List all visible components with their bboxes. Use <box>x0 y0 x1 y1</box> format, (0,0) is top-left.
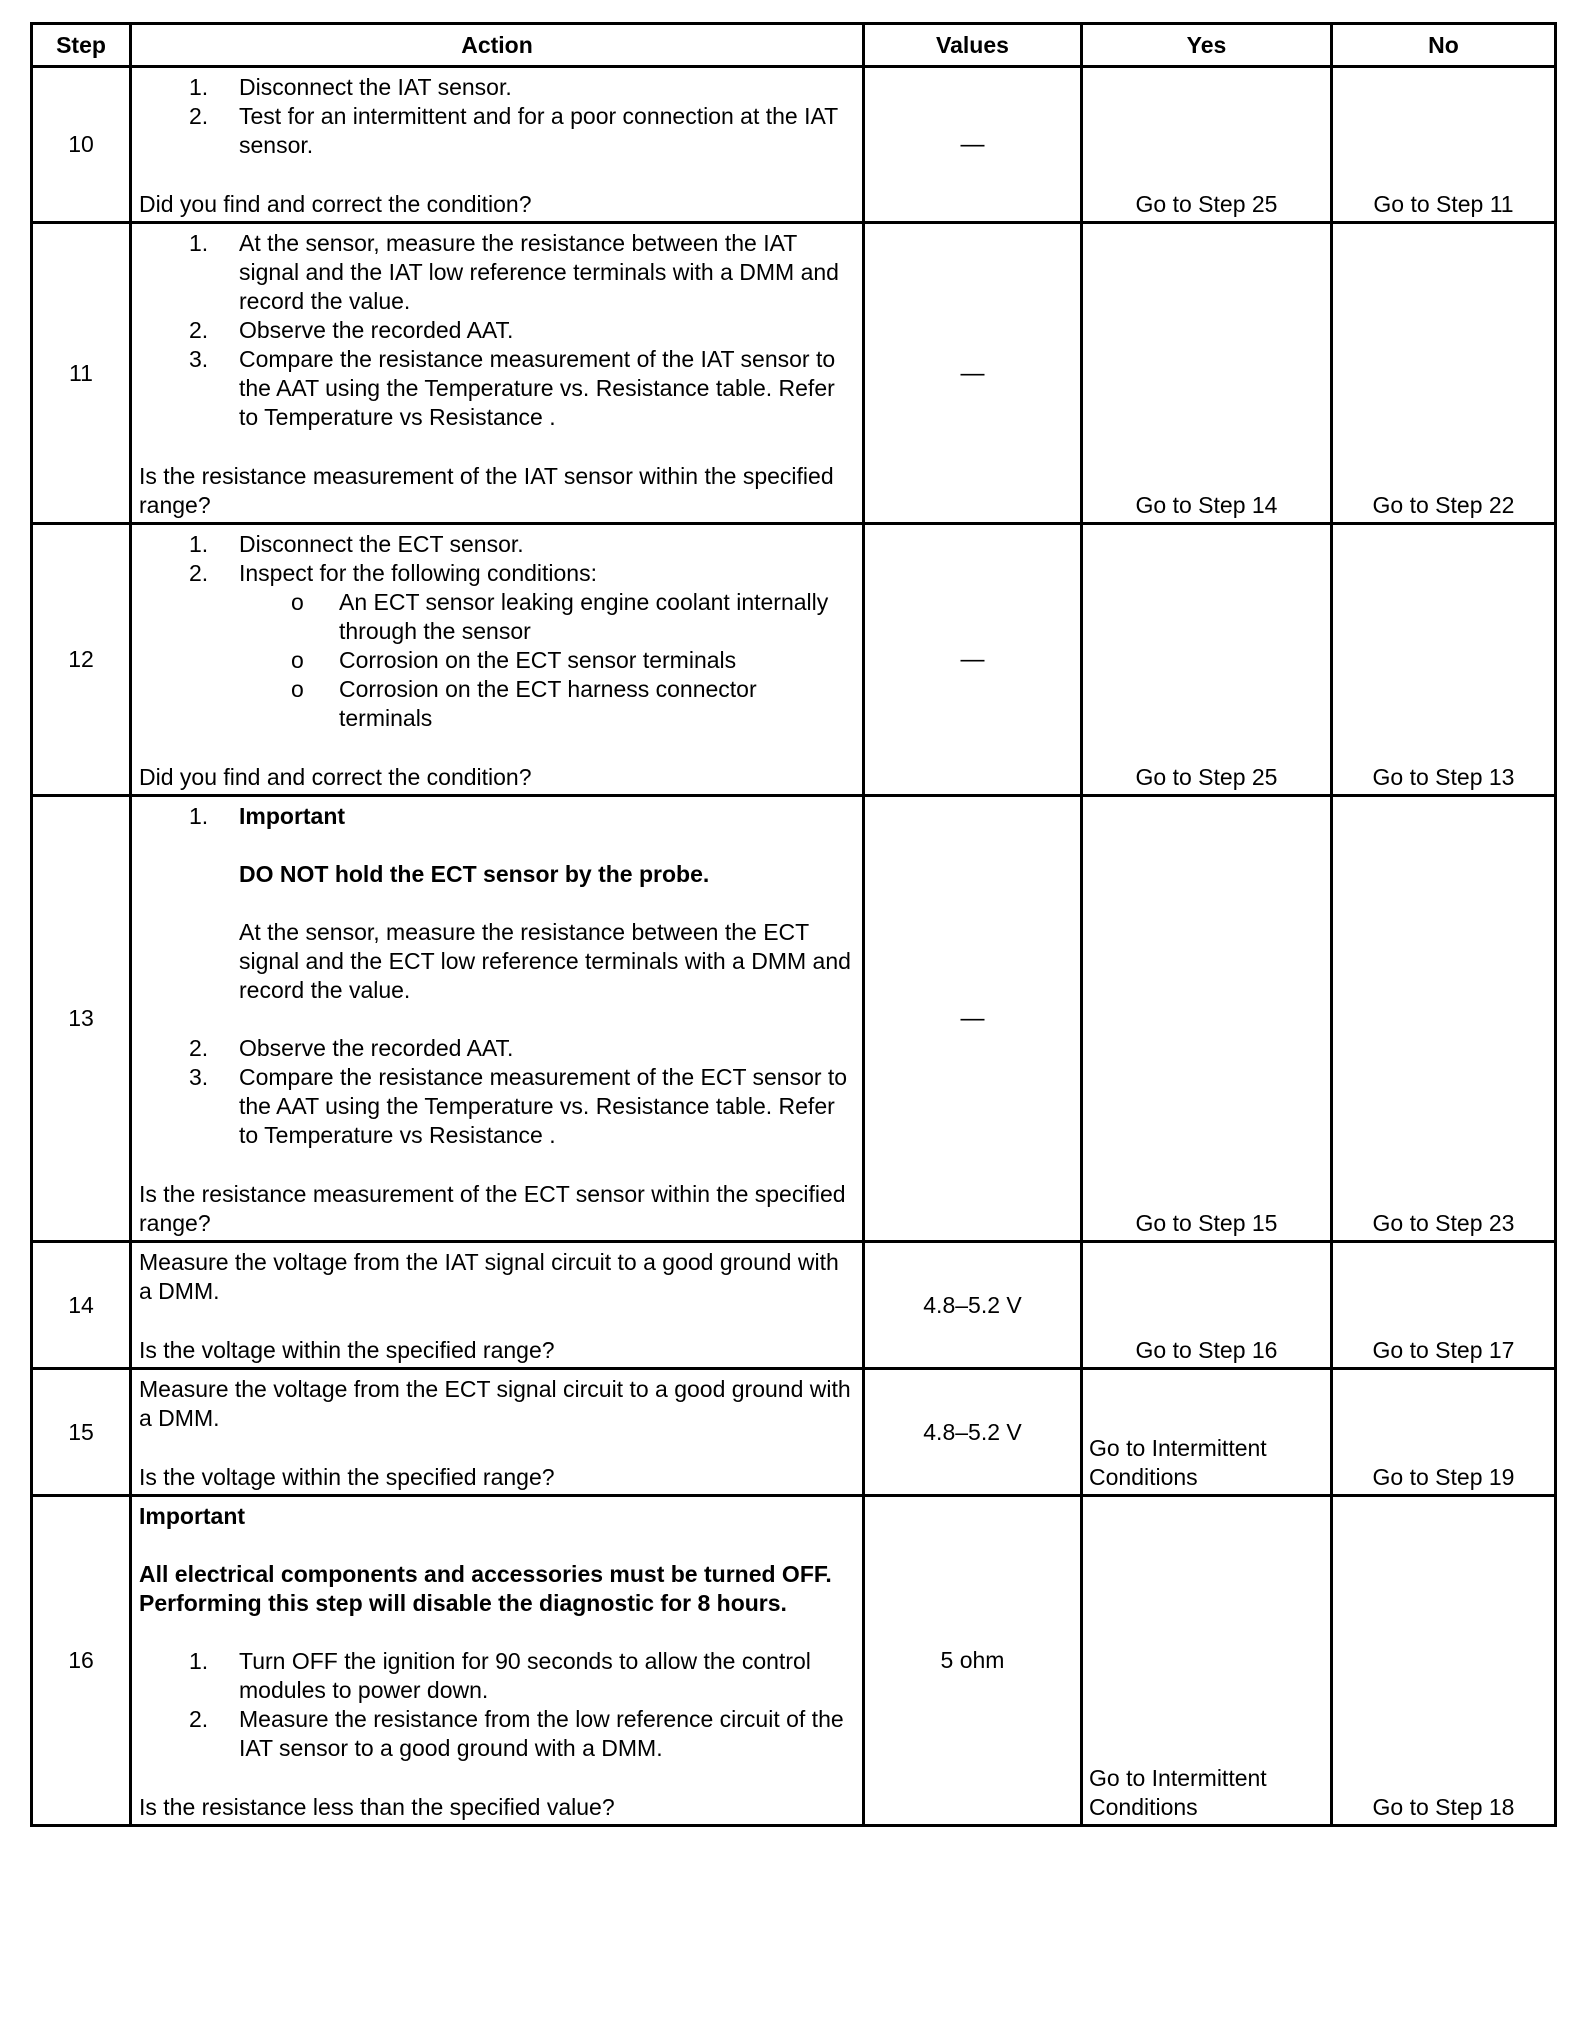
action-question: Is the voltage within the specified range? <box>139 1464 555 1490</box>
action-cell <box>131 1496 864 1826</box>
list-item: 2. Observe the recorded AAT. <box>189 1035 514 1061</box>
important-text: DO NOT hold the ECT sensor by the probe. <box>239 861 710 887</box>
condition-list <box>239 588 854 733</box>
list-item: 2. Test for an intermittent and for a poor connection at the IAT sensor. <box>189 103 838 158</box>
step-number: 15 <box>32 1369 131 1496</box>
yes-cell: Go to Intermittent Conditions <box>1082 1496 1332 1826</box>
table-row <box>32 1242 1556 1369</box>
no-cell: Go to Step 19 <box>1332 1369 1556 1496</box>
header-values: Values <box>864 24 1082 67</box>
action-text: Measure the voltage from the IAT signal circuit to a good ground with a DMM. <box>139 1249 839 1304</box>
action-cell <box>131 1242 864 1369</box>
table-row <box>32 1496 1556 1826</box>
header-yes: Yes <box>1082 24 1332 67</box>
action-question: Did you find and correct the condition? <box>139 764 532 790</box>
header-row <box>32 24 1556 67</box>
action-text: Measure the voltage from the ECT signal circuit to a good ground with a DMM. <box>139 1376 851 1431</box>
action-list <box>139 73 854 160</box>
list-item: o An ECT sensor leaking engine coolant internally through the sensor <box>291 589 829 644</box>
list-item: 2. Measure the resistance from the low reference circuit of the IAT sensor to a good ground with a DMM. <box>189 1706 844 1761</box>
important-label: Important <box>239 803 346 829</box>
no-cell: Go to Step 13 <box>1332 524 1556 796</box>
table-row <box>32 796 1556 1242</box>
values-cell: 5 ohm <box>864 1496 1082 1826</box>
values-cell: — <box>864 524 1082 796</box>
yes-cell: Go to Step 14 <box>1082 223 1332 524</box>
step-number: 10 <box>32 67 131 223</box>
yes-cell: Go to Intermittent Conditions <box>1082 1369 1332 1496</box>
list-item: 2. Observe the recorded AAT. <box>189 317 514 343</box>
list-item: 1. Turn OFF the ignition for 90 seconds to allow the control modules to power down. <box>189 1648 811 1703</box>
list-item: 1. Disconnect the ECT sensor. <box>189 531 524 557</box>
yes-cell: Go to Step 15 <box>1082 796 1332 1242</box>
list-item: 3. Compare the resistance measurement of the IAT sensor to the AAT using the Temperature vs. Resistance table. Refer to Temperature vs Resistance . <box>189 346 836 430</box>
action-question: Is the resistance less than the specified value? <box>139 1794 615 1820</box>
no-cell: Go to Step 23 <box>1332 796 1556 1242</box>
header-no: No <box>1332 24 1556 67</box>
action-list <box>139 229 854 432</box>
important-label: Important <box>139 1503 246 1529</box>
step-number: 13 <box>32 796 131 1242</box>
no-cell: Go to Step 11 <box>1332 67 1556 223</box>
table-row <box>32 223 1556 524</box>
step-number: 14 <box>32 1242 131 1369</box>
list-item: 2. Inspect for the following conditions: o An ECT sensor leaking engine coolant internally through the sensor o Corrosion on the ECT sensor terminals o Corrosion on the ECT harness connector terminals <box>139 559 854 733</box>
table-row <box>32 524 1556 796</box>
action-cell <box>131 223 864 524</box>
no-cell: Go to Step 17 <box>1332 1242 1556 1369</box>
action-question: Did you find and correct the condition? <box>139 191 532 217</box>
no-cell: Go to Step 18 <box>1332 1496 1556 1826</box>
table-row <box>32 67 1556 223</box>
yes-cell: Go to Step 16 <box>1082 1242 1332 1369</box>
diagnostic-table <box>30 22 1557 1827</box>
action-cell <box>131 796 864 1242</box>
action-list <box>139 802 854 1150</box>
values-cell: — <box>864 796 1082 1242</box>
list-item: o Corrosion on the ECT sensor terminals <box>291 647 737 673</box>
action-question: Is the resistance measurement of the ECT sensor within the specified range? <box>139 1181 846 1236</box>
values-cell: 4.8–5.2 V <box>864 1369 1082 1496</box>
list-item: 1. Disconnect the IAT sensor. <box>189 74 512 100</box>
yes-cell: Go to Step 25 <box>1082 524 1332 796</box>
step-number: 16 <box>32 1496 131 1826</box>
action-question: Is the resistance measurement of the IAT sensor within the specified range? <box>139 463 834 518</box>
list-item: 1. Important DO NOT hold the ECT sensor by the probe. At the sensor, measure the resistance between the ECT signal and the ECT low reference terminals with a DMM and record the value. <box>139 802 854 1034</box>
action-list <box>139 1647 854 1763</box>
table-row <box>32 1369 1556 1496</box>
action-question: Is the voltage within the specified range? <box>139 1337 555 1363</box>
list-item: 1. At the sensor, measure the resistance between the IAT signal and the IAT low reference terminals with a DMM and record the value. <box>189 230 839 314</box>
action-list <box>139 530 854 733</box>
step-number: 11 <box>32 223 131 524</box>
important-text: All electrical components and accessories must be turned OFF. Performing this step will disable the diagnostic for 8 hours. <box>139 1561 832 1616</box>
no-cell: Go to Step 22 <box>1332 223 1556 524</box>
values-cell: — <box>864 223 1082 524</box>
values-cell: — <box>864 67 1082 223</box>
step-number: 12 <box>32 524 131 796</box>
header-step: Step <box>32 24 131 67</box>
values-cell: 4.8–5.2 V <box>864 1242 1082 1369</box>
yes-cell: Go to Step 25 <box>1082 67 1332 223</box>
action-cell <box>131 524 864 796</box>
action-cell <box>131 1369 864 1496</box>
action-cell <box>131 67 864 223</box>
header-action: Action <box>131 24 864 67</box>
list-item: 3. Compare the resistance measurement of the ECT sensor to the AAT using the Temperature vs. Resistance table. Refer to Temperature vs Resistance . <box>189 1064 848 1148</box>
list-item: o Corrosion on the ECT harness connector terminals <box>291 676 757 731</box>
